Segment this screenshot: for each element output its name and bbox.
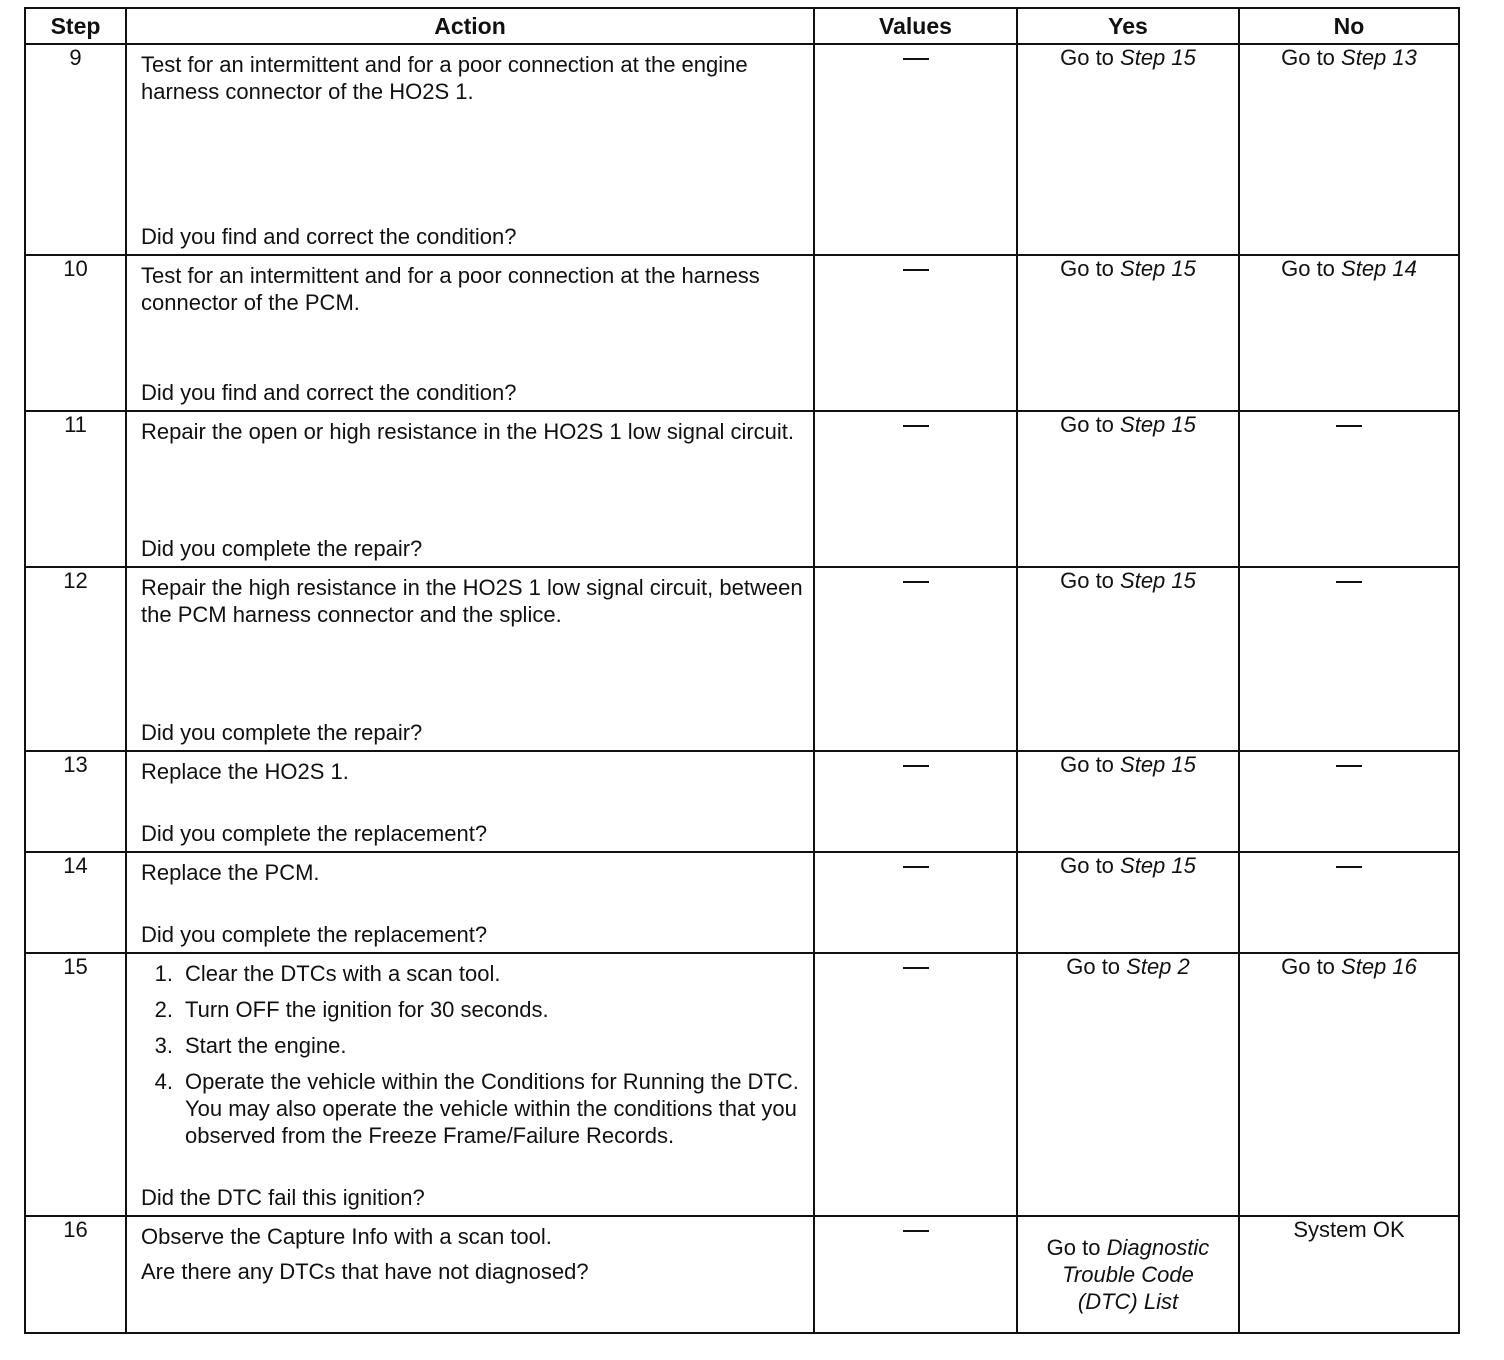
values-cell [814, 751, 1017, 852]
action-question: Are there any DTCs that have not diagnosed? [141, 1259, 589, 1284]
action-cell [126, 255, 814, 411]
substep-number: 1. [154, 961, 173, 986]
no-link[interactable]: Step 14 [1341, 256, 1417, 281]
action-cell [126, 411, 814, 567]
step-number: 14 [25, 852, 126, 953]
table-row [25, 411, 1459, 567]
substep-text: Turn OFF the ignition for 30 seconds. [185, 997, 549, 1022]
step-number: 15 [25, 953, 126, 1216]
dash-icon [1336, 866, 1362, 868]
list-item [141, 1032, 803, 1059]
no-cell [1239, 953, 1459, 1216]
action-text: Replace the HO2S 1. [141, 759, 349, 784]
yes-link[interactable]: Step 15 [1120, 853, 1196, 878]
no-cell [1239, 567, 1459, 751]
yes-prefix: Go to [1060, 853, 1121, 878]
table-row [25, 852, 1459, 953]
action-question: Did you complete the repair? [141, 720, 423, 745]
yes-prefix: Go to [1060, 256, 1121, 281]
header-values: Values [814, 8, 1017, 44]
dash-icon [903, 58, 929, 60]
action-cell [126, 852, 814, 953]
action-text: Repair the open or high resistance in the HO2S 1 low signal circuit. [141, 419, 795, 444]
table-row [25, 44, 1459, 255]
yes-prefix: Go to [1060, 752, 1121, 777]
list-item [141, 960, 803, 987]
action-text: Replace the PCM. [141, 860, 320, 885]
header-row [25, 8, 1459, 44]
action-cell [126, 1216, 814, 1333]
list-item [141, 1068, 803, 1149]
substep-text: Operate the vehicle within the Conditions for Running the DTC. You may also operate the vehicle within the conditions that you observed from the Freeze Frame/Failure Records. [185, 1069, 799, 1148]
no-cell [1239, 255, 1459, 411]
no-link[interactable]: Step 13 [1341, 45, 1417, 70]
yes-link[interactable]: Step 15 [1120, 412, 1196, 437]
substep-number: 3. [154, 1033, 173, 1058]
dash-icon [903, 269, 929, 271]
header-step: Step [25, 8, 126, 44]
dash-icon [903, 425, 929, 427]
dash-icon [1336, 581, 1362, 583]
dash-icon [903, 1230, 929, 1232]
table-row [25, 255, 1459, 411]
header-yes: Yes [1017, 8, 1239, 44]
yes-prefix: Go to [1066, 954, 1127, 979]
action-cell [126, 44, 814, 255]
yes-cell [1017, 567, 1239, 751]
dash-icon [903, 765, 929, 767]
substep-number: 4. [154, 1069, 173, 1094]
header-no: No [1239, 8, 1459, 44]
dash-icon [903, 866, 929, 868]
yes-prefix: Go to [1046, 1235, 1107, 1260]
no-cell [1239, 411, 1459, 567]
no-prefix: Go to [1281, 256, 1342, 281]
diagnostic-table [24, 7, 1460, 1334]
action-question: Did the DTC fail this ignition? [141, 1185, 425, 1210]
dash-icon [903, 967, 929, 969]
action-text: Test for an intermittent and for a poor connection at the harness connector of the PCM. [141, 263, 760, 315]
values-cell [814, 1216, 1017, 1333]
dash-icon [903, 581, 929, 583]
values-cell [814, 411, 1017, 567]
yes-prefix: Go to [1060, 45, 1121, 70]
action-question: Did you complete the replacement? [141, 922, 488, 947]
action-text: Repair the high resistance in the HO2S 1 low signal circuit, between the PCM harness connector and the splice. [141, 575, 803, 627]
no-cell [1239, 751, 1459, 852]
values-cell [814, 567, 1017, 751]
no-cell [1239, 44, 1459, 255]
step-number: 11 [25, 411, 126, 567]
no-cell [1239, 1216, 1459, 1333]
action-cell [126, 953, 814, 1216]
yes-link[interactable]: Step 15 [1120, 752, 1196, 777]
yes-cell [1017, 44, 1239, 255]
yes-link[interactable]: Step 2 [1126, 954, 1190, 979]
action-cell [126, 751, 814, 852]
action-text: Test for an intermittent and for a poor connection at the engine harness connector of the HO2S 1. [141, 52, 748, 104]
substep-list [141, 960, 803, 1158]
action-question: Did you find and correct the condition? [141, 224, 517, 249]
dash-icon [1336, 425, 1362, 427]
step-number: 10 [25, 255, 126, 411]
action-question: Did you find and correct the condition? [141, 380, 517, 405]
header-action: Action [126, 8, 814, 44]
yes-prefix: Go to [1060, 412, 1121, 437]
yes-cell [1017, 255, 1239, 411]
action-text: Observe the Capture Info with a scan tool. [141, 1224, 552, 1249]
no-text: System OK [1293, 1217, 1405, 1242]
yes-link[interactable]: Step 15 [1120, 568, 1196, 593]
values-cell [814, 953, 1017, 1216]
substep-text: Clear the DTCs with a scan tool. [185, 961, 501, 986]
table-row [25, 1216, 1459, 1333]
yes-link[interactable]: Step 15 [1120, 45, 1196, 70]
no-link[interactable]: Step 16 [1341, 954, 1417, 979]
yes-cell [1017, 1216, 1239, 1333]
yes-cell [1017, 852, 1239, 953]
yes-prefix: Go to [1060, 568, 1121, 593]
action-question: Did you complete the repair? [141, 536, 423, 561]
values-cell [814, 44, 1017, 255]
no-prefix: Go to [1281, 45, 1342, 70]
no-prefix: Go to [1281, 954, 1342, 979]
action-cell [126, 567, 814, 751]
substep-number: 2. [154, 997, 173, 1022]
step-number: 13 [25, 751, 126, 852]
table-row [25, 751, 1459, 852]
step-number: 9 [25, 44, 126, 255]
yes-link[interactable]: Step 15 [1120, 256, 1196, 281]
step-number: 12 [25, 567, 126, 751]
list-item [141, 996, 803, 1023]
dash-icon [1336, 765, 1362, 767]
table-row [25, 953, 1459, 1216]
table-row [25, 567, 1459, 751]
yes-link[interactable]: Diagnostic Trouble Code (DTC) List [1062, 1235, 1210, 1314]
values-cell [814, 255, 1017, 411]
no-cell [1239, 852, 1459, 953]
values-cell [814, 852, 1017, 953]
step-number: 16 [25, 1216, 126, 1333]
yes-cell [1017, 751, 1239, 852]
substep-text: Start the engine. [185, 1033, 347, 1058]
yes-cell [1017, 953, 1239, 1216]
yes-cell [1017, 411, 1239, 567]
action-question: Did you complete the replacement? [141, 821, 488, 846]
